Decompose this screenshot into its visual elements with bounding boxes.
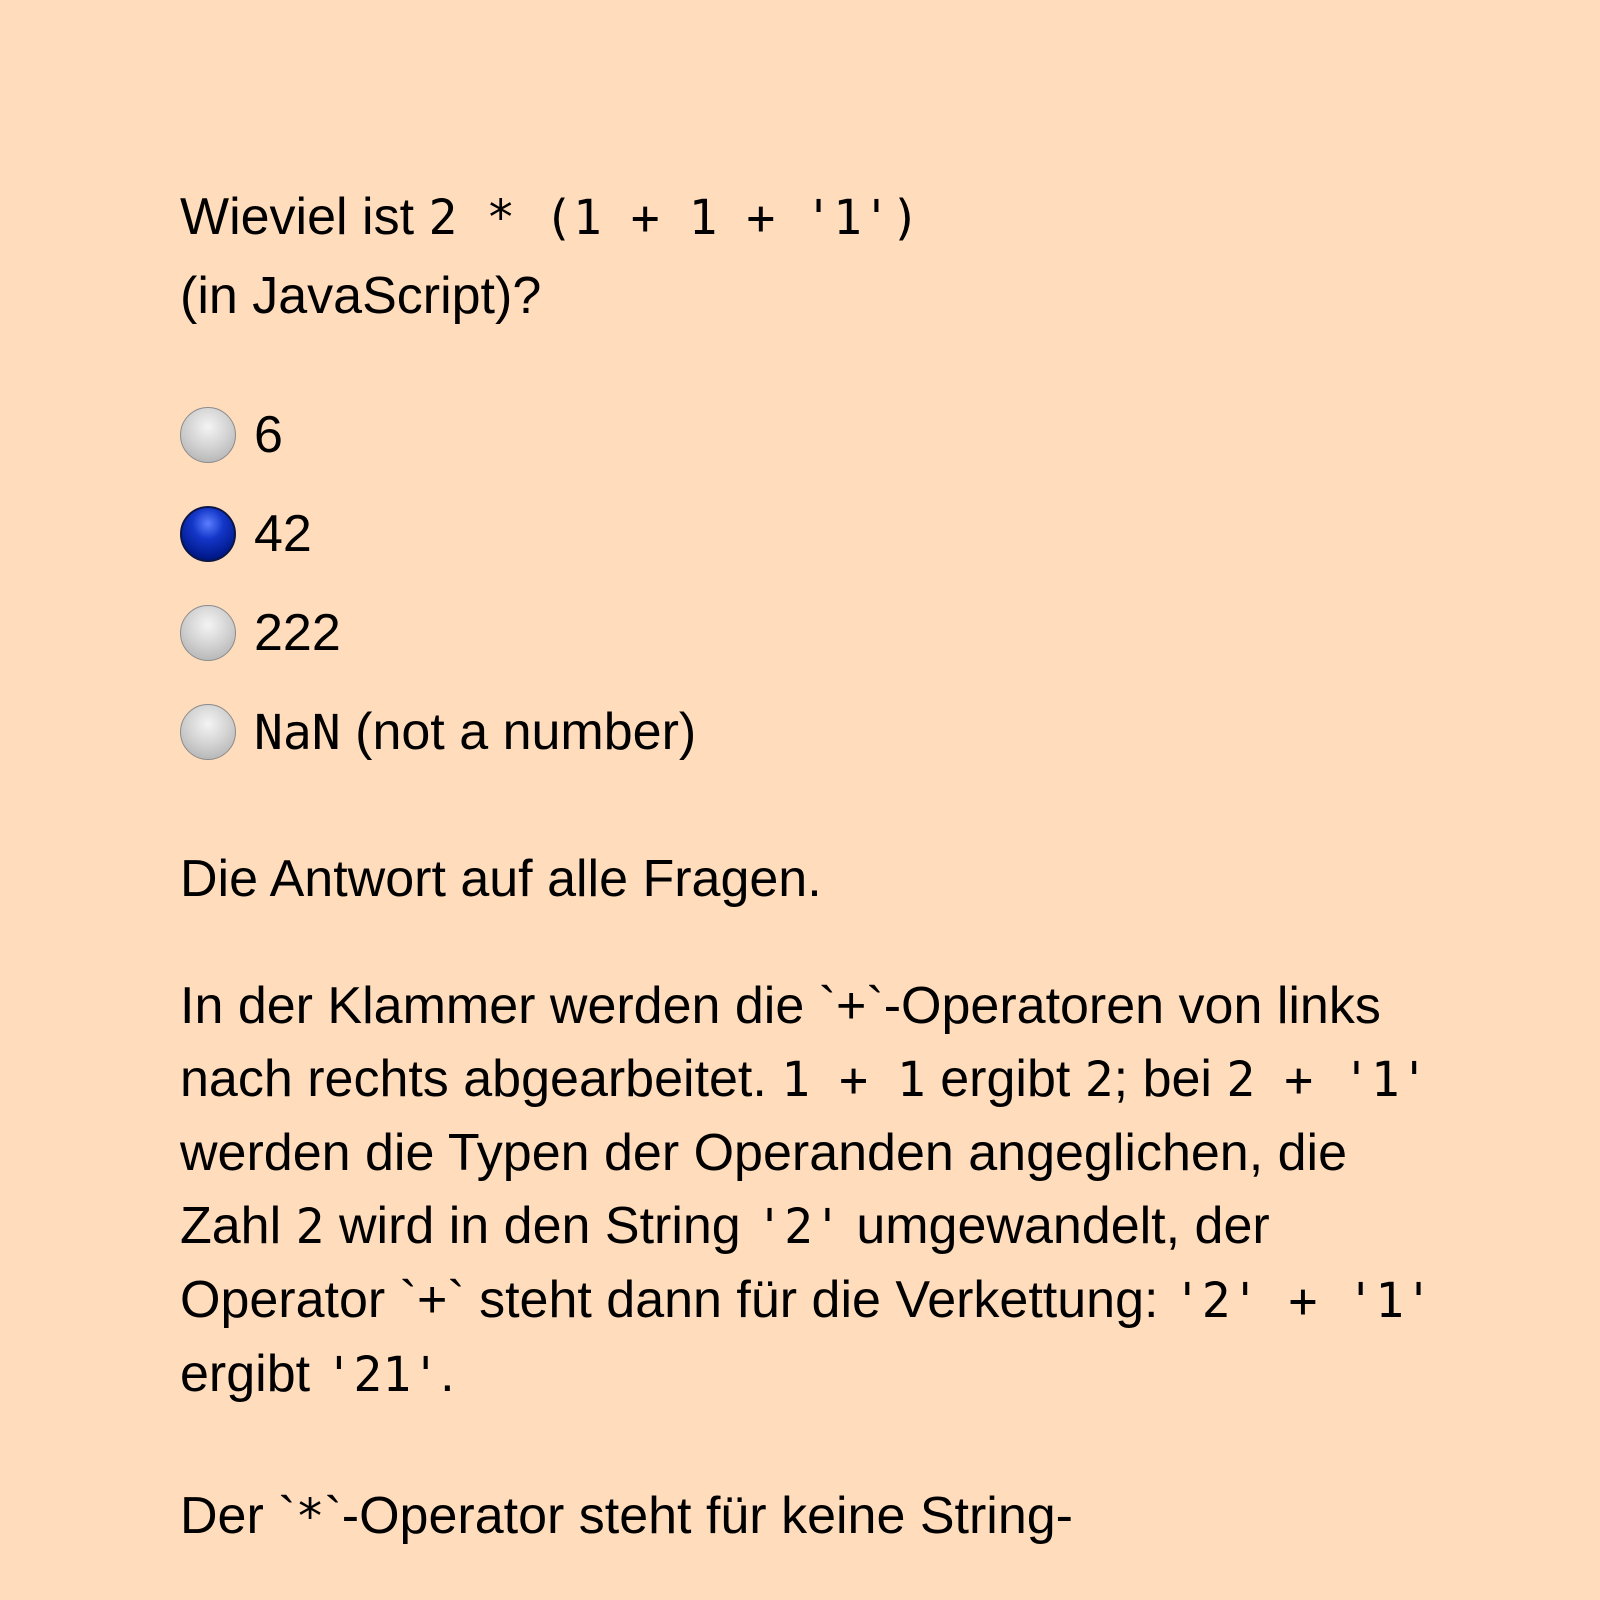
explanation-paragraph-2: [180, 1480, 1440, 1554]
radio-button[interactable]: [180, 704, 236, 760]
answer-options: [180, 405, 1440, 762]
radio-button[interactable]: [180, 605, 236, 661]
question-suffix: (in JavaScript)?: [180, 267, 542, 325]
option-label[interactable]: [254, 702, 696, 763]
explanation-text: werden die Typen der Operanden angeglichen, die Zahl: [180, 1124, 1348, 1255]
question-text: [180, 178, 1440, 335]
option-label[interactable]: 222: [254, 604, 341, 662]
code-snippet: '2' + '1': [1172, 1273, 1433, 1329]
radio-button-selected[interactable]: [180, 506, 236, 562]
quiz-card: [180, 178, 1440, 1554]
code-snippet: '2': [755, 1199, 842, 1255]
explanation-text: umgewandelt, der Operator `+` steht dann für die Verkettung:: [180, 1197, 1270, 1329]
option-code: NaN: [254, 704, 341, 761]
explanation-text: `-Operator steht für keine String-: [324, 1487, 1073, 1545]
code-snippet: 2 + '1': [1226, 1052, 1429, 1108]
explanation-text: ; bei: [1113, 1050, 1227, 1108]
code-snippet: 2: [295, 1199, 325, 1255]
explanation-text: ergibt: [925, 1050, 1085, 1108]
option-6[interactable]: [180, 405, 1440, 465]
option-42[interactable]: [180, 504, 1440, 564]
explanation-text: In der Klammer werden die `+`-Operatoren von links nach rechts abgearbeitet.: [180, 977, 1381, 1108]
explanation-paragraph: [180, 970, 1440, 1412]
code-snippet: *: [295, 1489, 325, 1545]
code-snippet: 1 + 1: [781, 1052, 926, 1108]
explanation-text: wird in den String: [324, 1197, 756, 1255]
explanation-text: Der `: [180, 1487, 296, 1545]
option-label-text: (not a number): [340, 702, 697, 761]
option-label[interactable]: 6: [254, 406, 283, 464]
radio-button[interactable]: [180, 407, 236, 463]
option-label[interactable]: 42: [254, 505, 312, 563]
option-nan[interactable]: [180, 702, 1440, 762]
feedback-text: Die Antwort auf alle Fragen.: [180, 850, 822, 908]
explanation-text: ergibt: [180, 1345, 325, 1403]
option-222[interactable]: [180, 603, 1440, 663]
explanation-text: .: [440, 1345, 455, 1403]
code-snippet: '21': [324, 1347, 441, 1403]
code-snippet: 2: [1084, 1052, 1114, 1108]
question-prefix: Wieviel ist: [180, 188, 429, 246]
question-expression: 2 * (1 + 1 + '1'): [428, 190, 920, 246]
